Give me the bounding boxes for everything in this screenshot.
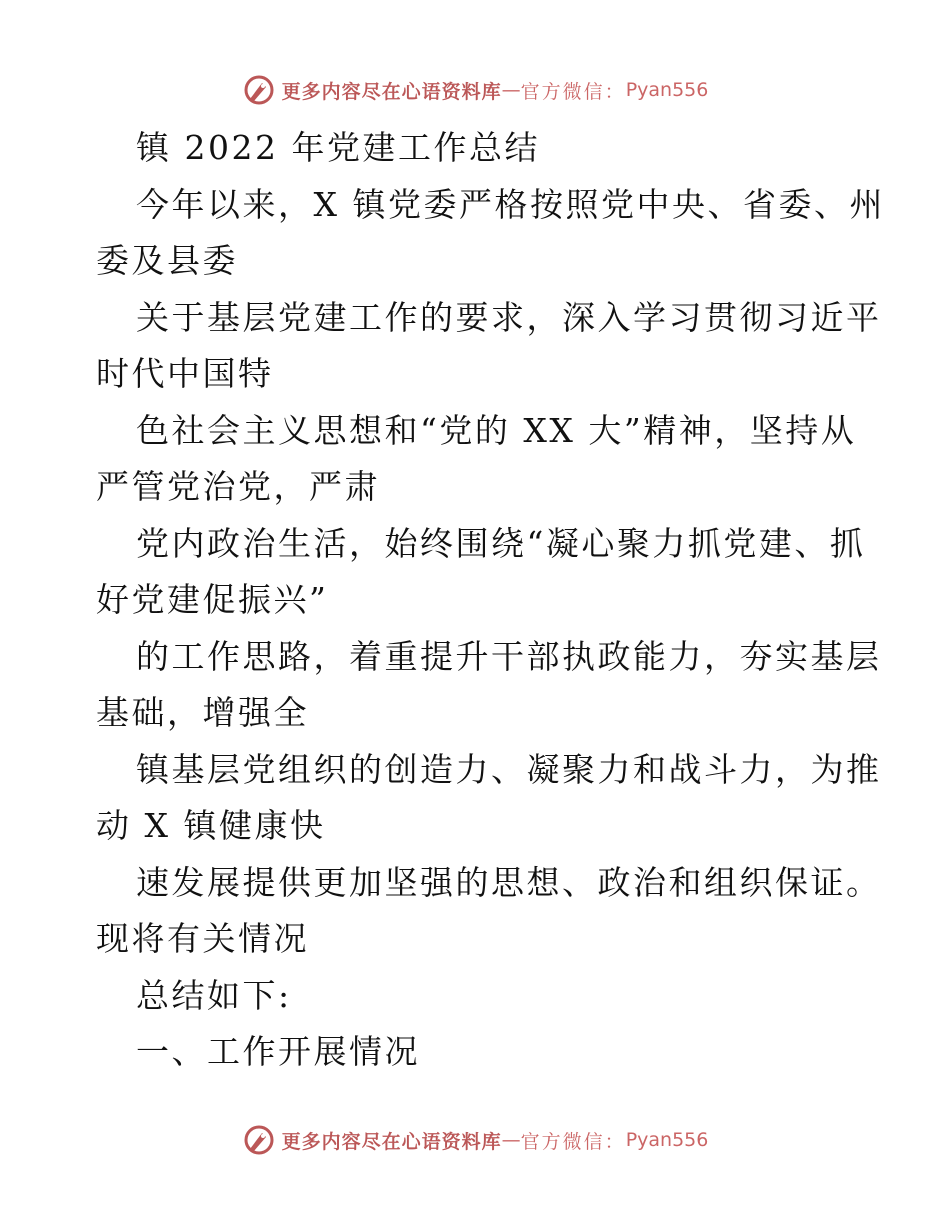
paragraph-line: 总结如下: [136, 975, 292, 1015]
pen-nib-circle-icon [242, 1123, 276, 1157]
paragraph-line: 的工作思路，着重提升干部执政能力，夯实基层 [136, 636, 882, 676]
pen-nib-circle-icon [242, 73, 276, 107]
paragraph-line: 基础，增强全 [96, 693, 309, 732]
section-heading: 一、工作开展情况 [136, 1032, 420, 1071]
document-body [96, 120, 885, 1081]
paragraph-line: 关于基层党建工作的要求，深入学习贯彻习近平 [136, 297, 882, 337]
watermark-footer [0, 1120, 950, 1160]
watermark-header [0, 70, 950, 110]
watermark-separator: — [501, 1129, 521, 1151]
watermark-account: Pyan556 [625, 1129, 709, 1151]
watermark-account: Pyan556 [625, 79, 709, 101]
paragraph-line: 党内政治生活，始终围绕“凝心聚力抓党建、抓 [136, 523, 866, 563]
paragraph-line: 镇基层党组织的创造力、凝聚力和战斗力，为推 [136, 749, 882, 789]
paragraph-line: 速发展提供更加坚强的思想、政治和组织保证。 [136, 862, 882, 902]
watermark-brand: 更多内容尽在心语资料库 [281, 1130, 502, 1153]
paragraph-line: 动 X 镇健康快 [96, 806, 326, 845]
paragraph-line: 严管党治党，严肃 [96, 467, 380, 506]
paragraph-line: 委及县委 [96, 241, 238, 280]
watermark-label: 官方微信： [520, 80, 626, 103]
watermark-label: 官方微信： [520, 1130, 626, 1153]
paragraph-line: 现将有关情况 [96, 919, 309, 958]
paragraph-line: 今年以来，X 镇党委严格按照党中央、省委、州 [136, 184, 885, 224]
paragraph-line: 好党建促振兴” [96, 580, 329, 619]
watermark-separator: — [501, 79, 521, 101]
watermark-brand: 更多内容尽在心语资料库 [281, 80, 502, 103]
document-title: 镇 2022 年党建工作总结 [136, 128, 540, 167]
paragraph-line: 时代中国特 [96, 354, 274, 393]
paragraph-line: 色社会主义思想和“党的 XX 大”精神，坚持从 [136, 410, 857, 450]
